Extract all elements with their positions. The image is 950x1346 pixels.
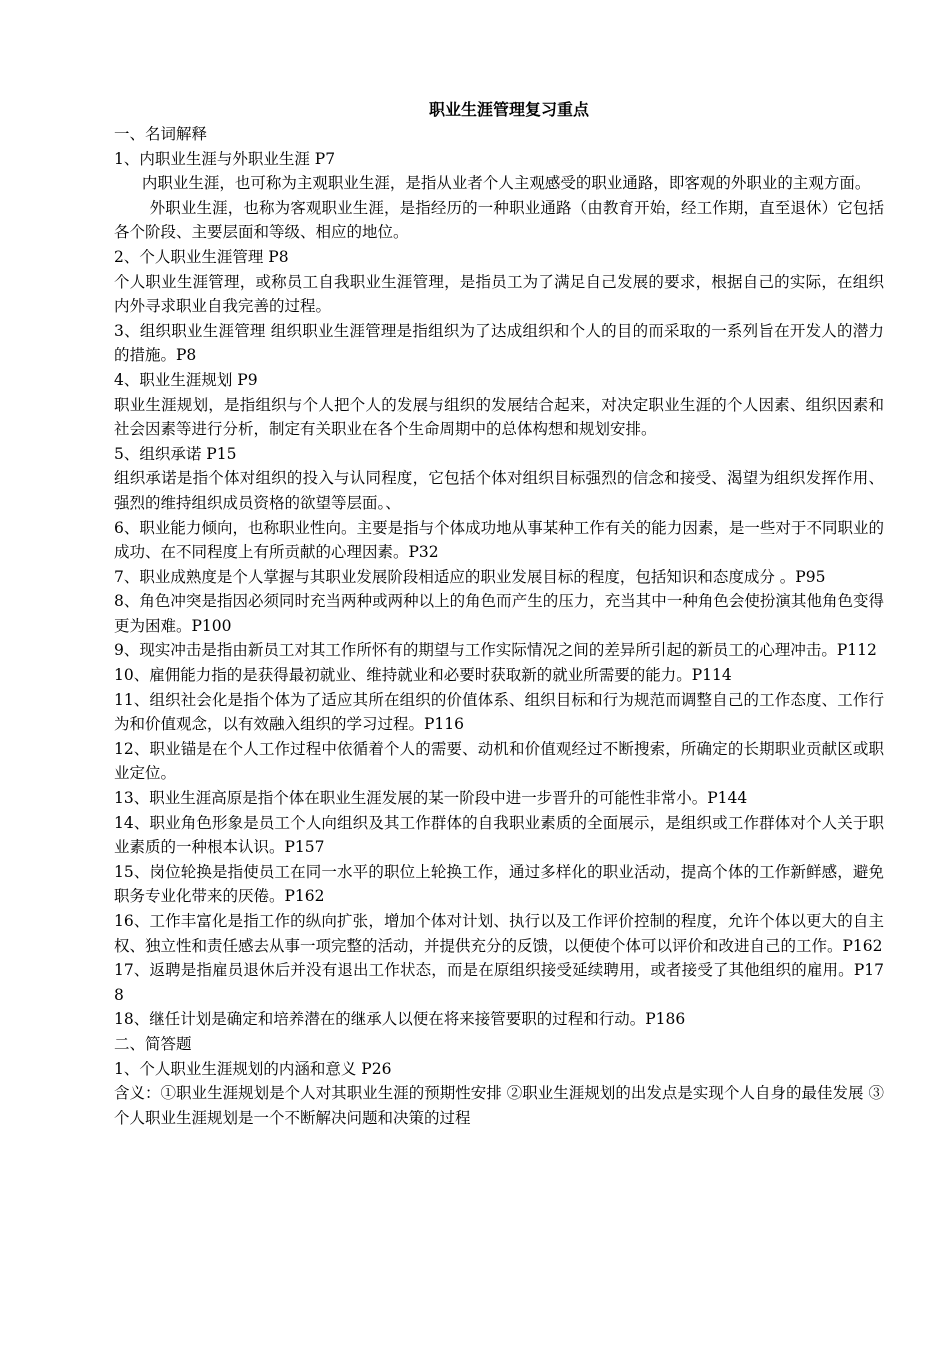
paragraph: 含义：①职业生涯规划是个人对其职业生涯的预期性安排 ②职业生涯规划的出发点是实现个人自身的最佳发展 ③个人职业生涯规划是一个不断解决问题和决策的过程 xyxy=(114,1084,884,1127)
paragraph: 17、返聘是指雇员退休后并没有退出工作状态，而是在原组织接受延续聘用，或者接受了其他组织的雇用。P178 xyxy=(114,961,884,1004)
paragraph: 8、角色冲突是指因必须同时充当两种或两种以上的角色而产生的压力，充当其中一种角色会使扮演其他角色变得更为困难。P100 xyxy=(114,592,884,635)
paragraph: 外职业生涯，也称为客观职业生涯，是指经历的一种职业通路（由教育开始，经工作期，直至退休）它包括各个阶段、主要层面和等级、相应的地位。 xyxy=(114,198,884,242)
document-page xyxy=(114,98,884,1130)
paragraph: 一、名词解释 xyxy=(114,125,208,143)
paragraph: 10、雇佣能力指的是获得最初就业、维持就业和必要时获取新的就业所需要的能力。P114 xyxy=(114,666,732,685)
paragraph: 18、继任计划是确定和培养潜在的继承人以便在将来接管要职的过程和行动。P186 xyxy=(114,1010,686,1029)
paragraph: 16、工作丰富化是指工作的纵向扩张，增加个体对计划、执行以及工作评价控制的程度，允许个体以更大的自主权、独立性和责任感去从事一项完整的活动，并提供充分的反馈，以便使个体可以评价和改进自己的工作。P162 xyxy=(114,912,884,955)
paragraph: 1、内职业生涯与外职业生涯 P7 xyxy=(114,149,336,168)
paragraph: 组织承诺是指个体对组织的投入与认同程度，它包括个体对组织目标强烈的信念和接受、渴望为组织发挥作用、强烈的维持组织成员资格的欲望等层面。、 xyxy=(114,469,884,512)
paragraph: 5、组织承诺 P15 xyxy=(114,444,237,463)
paragraph: 11、组织社会化是指个体为了适应其所在组织的价值体系、组织目标和行为规范而调整自己的工作态度、工作行为和价值观念，以有效融入组织的学习过程。P116 xyxy=(114,690,884,734)
paragraph: 6、职业能力倾向，也称职业性向。主要是指与个体成功地从事某种工作有关的能力因素，是一些对于不同职业的成功、在不同程度上有所贡献的心理因素。P32 xyxy=(114,518,884,562)
paragraph: 2、个人职业生涯管理 P8 xyxy=(114,247,289,266)
paragraph: 13、职业生涯高原是指个体在职业生涯发展的某一阶段中进一步晋升的可能性非常小。P144 xyxy=(114,789,748,808)
paragraph: 个人职业生涯管理，或称员工自我职业生涯管理，是指员工为了满足自己发展的要求，根据自己的实际，在组织内外寻求职业自我完善的过程。 xyxy=(114,272,884,316)
paragraph: 14、职业角色形象是员工个人向组织及其工作群体的自我职业素质的全面展示，是组织或工作群体对个人关于职业素质的一种根本认识。P157 xyxy=(114,813,884,857)
paragraph: 职业生涯规划，是指组织与个人把个人的发展与组织的发展结合起来，对决定职业生涯的个人因素、组织因素和社会因素等进行分析，制定有关职业在各个生命周期中的总体构想和规划安排。 xyxy=(114,395,884,439)
paragraph: 二、简答题 xyxy=(114,1034,192,1053)
paragraph: 内职业生涯，也可称为主观职业生涯，是指从业者个人主观感受的职业通路，即客观的外职业的主观方面。 xyxy=(141,174,871,193)
paragraph: 15、岗位轮换是指使员工在同一水平的职位上轮换工作，通过多样化的职业活动，提高个体的工作新鲜感，避免职务专业化带来的厌倦。P162 xyxy=(114,862,884,906)
paragraph: 4、职业生涯规划 P9 xyxy=(114,370,258,389)
paragraph: 12、职业锚是在个人工作过程中依循着个人的需要、动机和价值观经过不断搜索，所确定的长期职业贡献区或职业定位。 xyxy=(114,739,884,783)
paragraph: 7、职业成熟度是个人掌握与其职业发展阶段相适应的职业发展目标的程度，包括知识和态度成分 。P95 xyxy=(114,567,826,586)
paragraph: 9、现实冲击是指由新员工对其工作所怀有的期望与工作实际情况之间的差异所引起的新员工的心理冲击。P112 xyxy=(114,641,877,660)
document-title: 职业生涯管理复习重点 xyxy=(428,100,589,119)
paragraph: 1、个人职业生涯规划的内涵和意义 P26 xyxy=(114,1059,392,1078)
document-body xyxy=(114,122,884,1130)
paragraph: 3、组织职业生涯管理 组织职业生涯管理是指组织为了达成组织和个人的目的而采取的一系列旨在开发人的潜力的措施。P8 xyxy=(114,321,884,365)
